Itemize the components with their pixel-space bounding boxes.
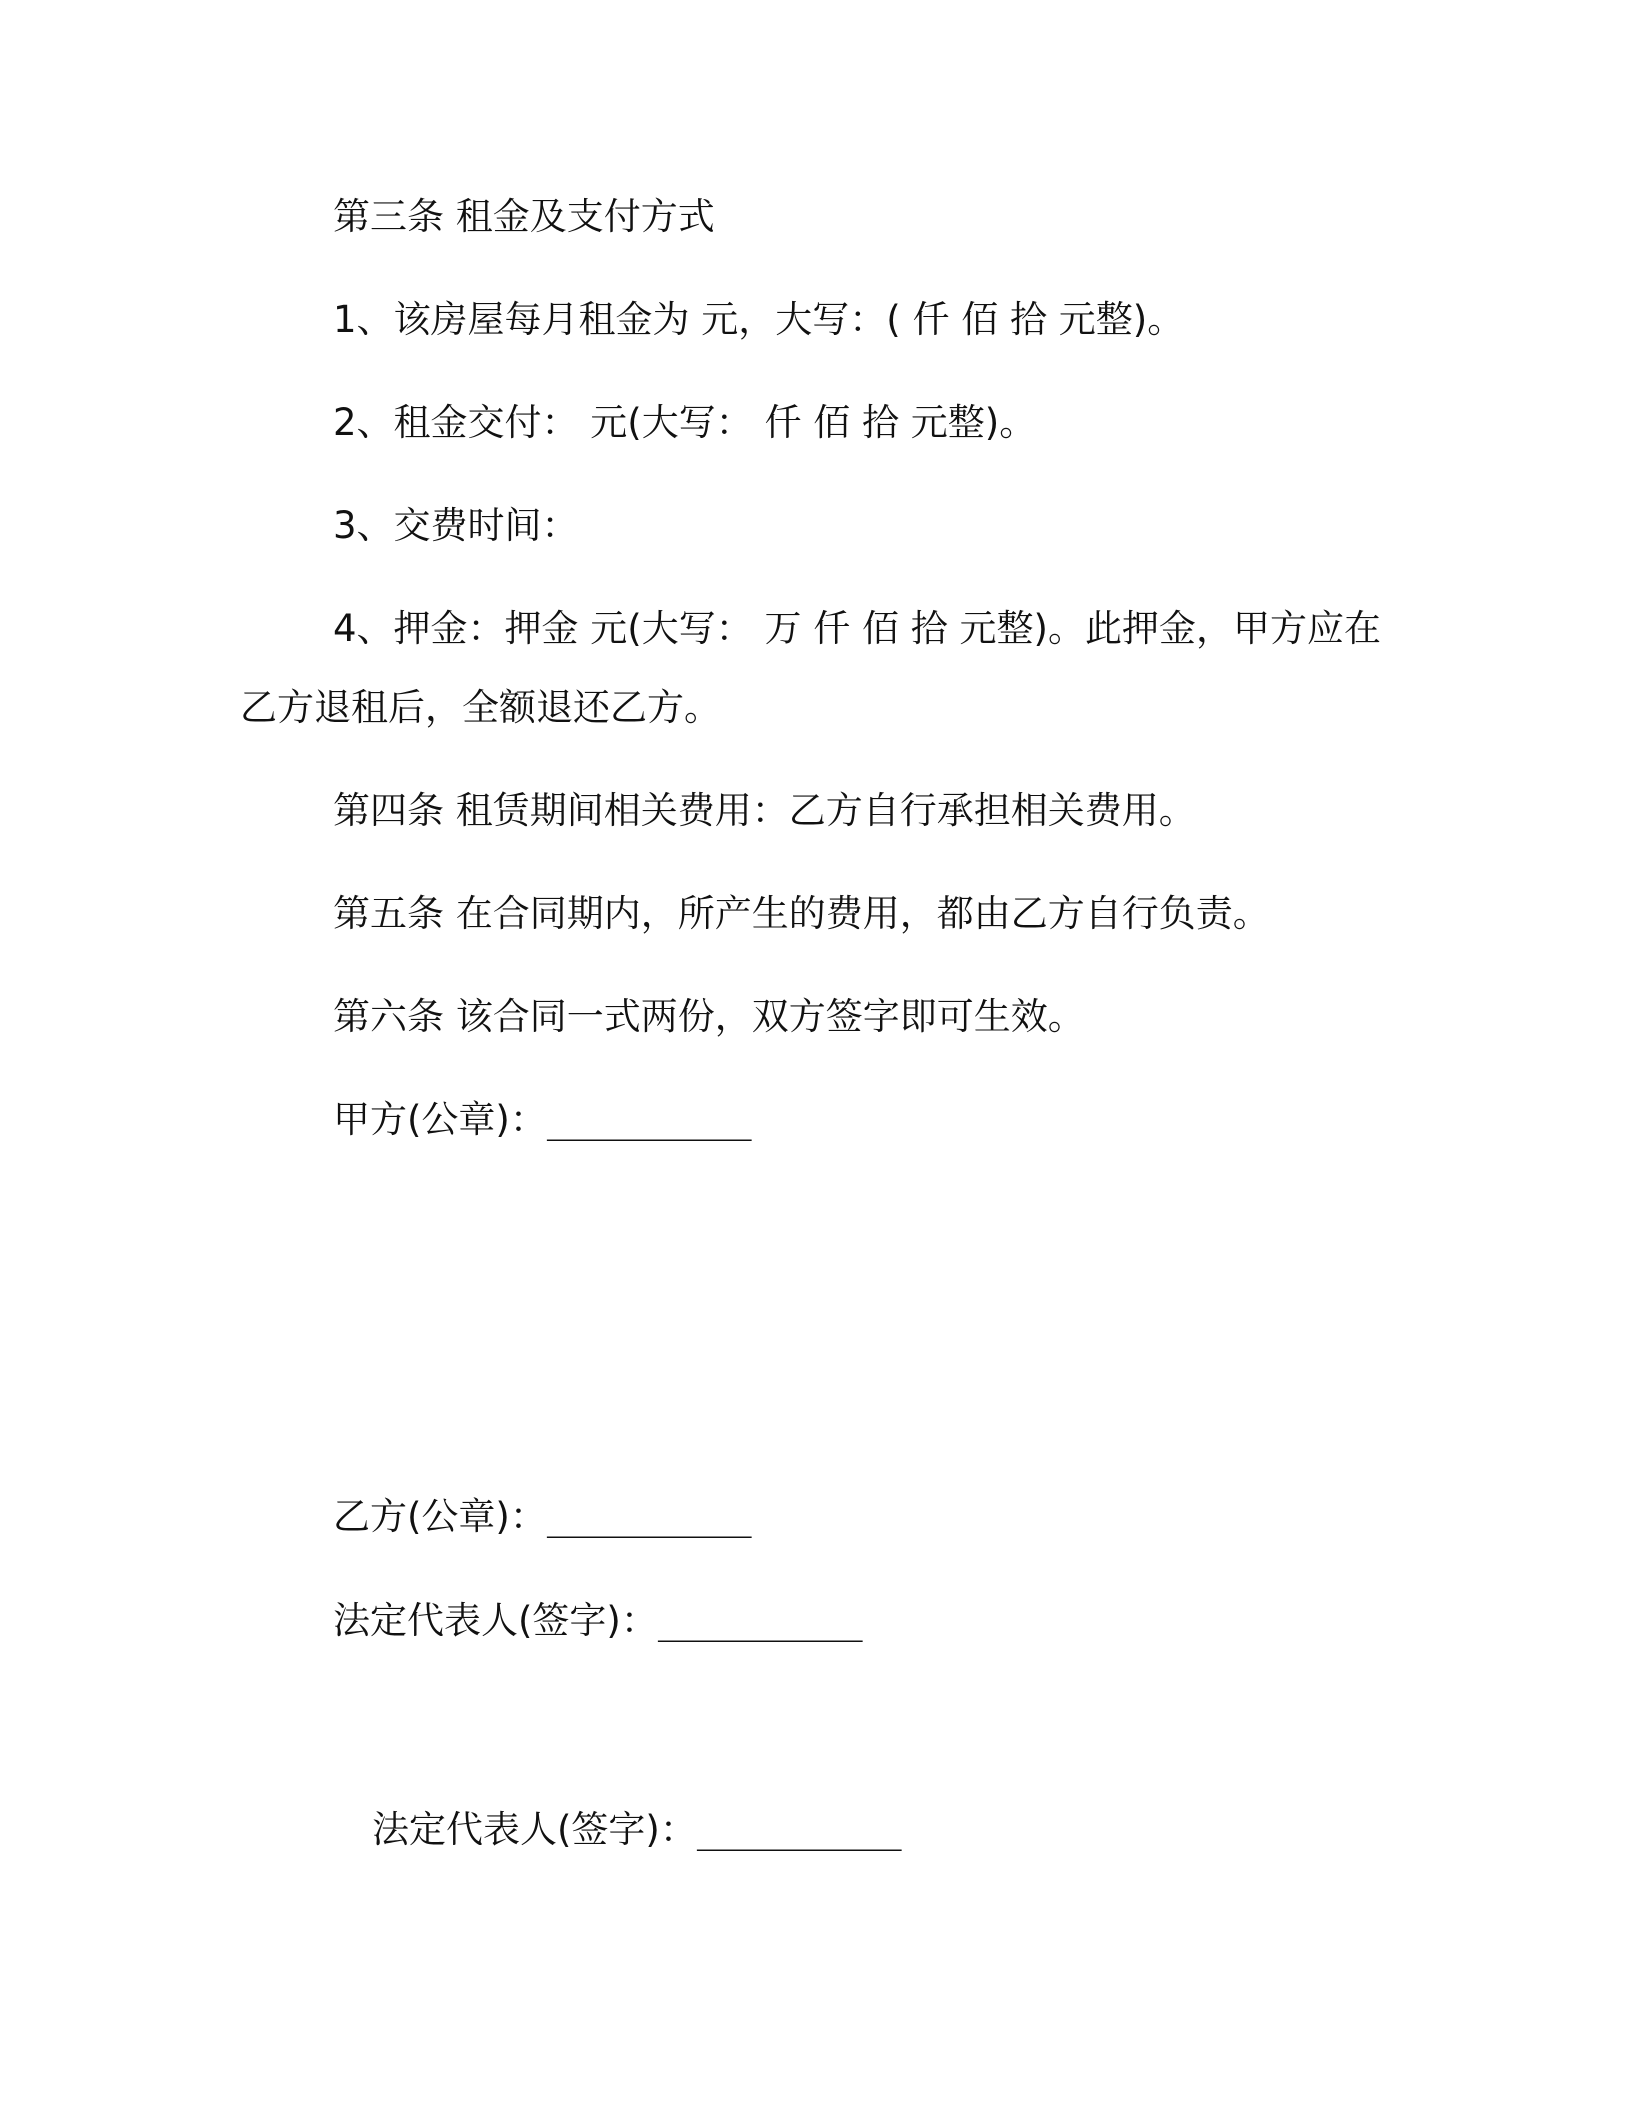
- article3-item3: 3、交费时间：: [333, 504, 579, 547]
- party-b-label: 乙方(公章)：: [333, 1495, 547, 1538]
- legal-rep-1-label: 法定代表人(签字)：: [333, 1599, 658, 1642]
- party-b-blank: __________: [546, 1495, 750, 1538]
- legal-rep-1-signature-line: [333, 1599, 861, 1643]
- legal-rep-2-blank: __________: [696, 1808, 900, 1851]
- article3-item2: 2、租金交付： 元(大写： 仟 佰 拾 元整)。: [333, 401, 1037, 444]
- article5-text: 第五条 在合同期内，所产生的费用，都由乙方自行负责。: [333, 892, 1270, 935]
- article4-text: 第四条 租赁期间相关费用：乙方自行承担相关费用。: [333, 789, 1196, 832]
- article3-item4-line2: 乙方退租后，全额退还乙方。: [240, 686, 721, 729]
- party-a-label: 甲方(公章)：: [333, 1098, 547, 1141]
- legal-rep-1-blank: __________: [657, 1599, 861, 1642]
- party-a-signature-line: [333, 1098, 750, 1142]
- party-a-blank: __________: [546, 1098, 750, 1141]
- party-b-signature-line: [333, 1495, 750, 1539]
- legal-rep-2-signature-line: [372, 1808, 900, 1852]
- article3-heading: 第三条 租金及支付方式: [333, 195, 715, 238]
- article6-text: 第六条 该合同一式两份，双方签字即可生效。: [333, 995, 1085, 1038]
- legal-rep-2-label: 法定代表人(签字)：: [372, 1808, 697, 1851]
- article3-item4-line1: 4、押金：押金 元(大写： 万 仟 佰 拾 元整)。此押金，甲方应在: [333, 607, 1381, 650]
- article3-item1: 1、该房屋每月租金为 元，大写：( 仟 佰 拾 元整)。: [333, 298, 1185, 341]
